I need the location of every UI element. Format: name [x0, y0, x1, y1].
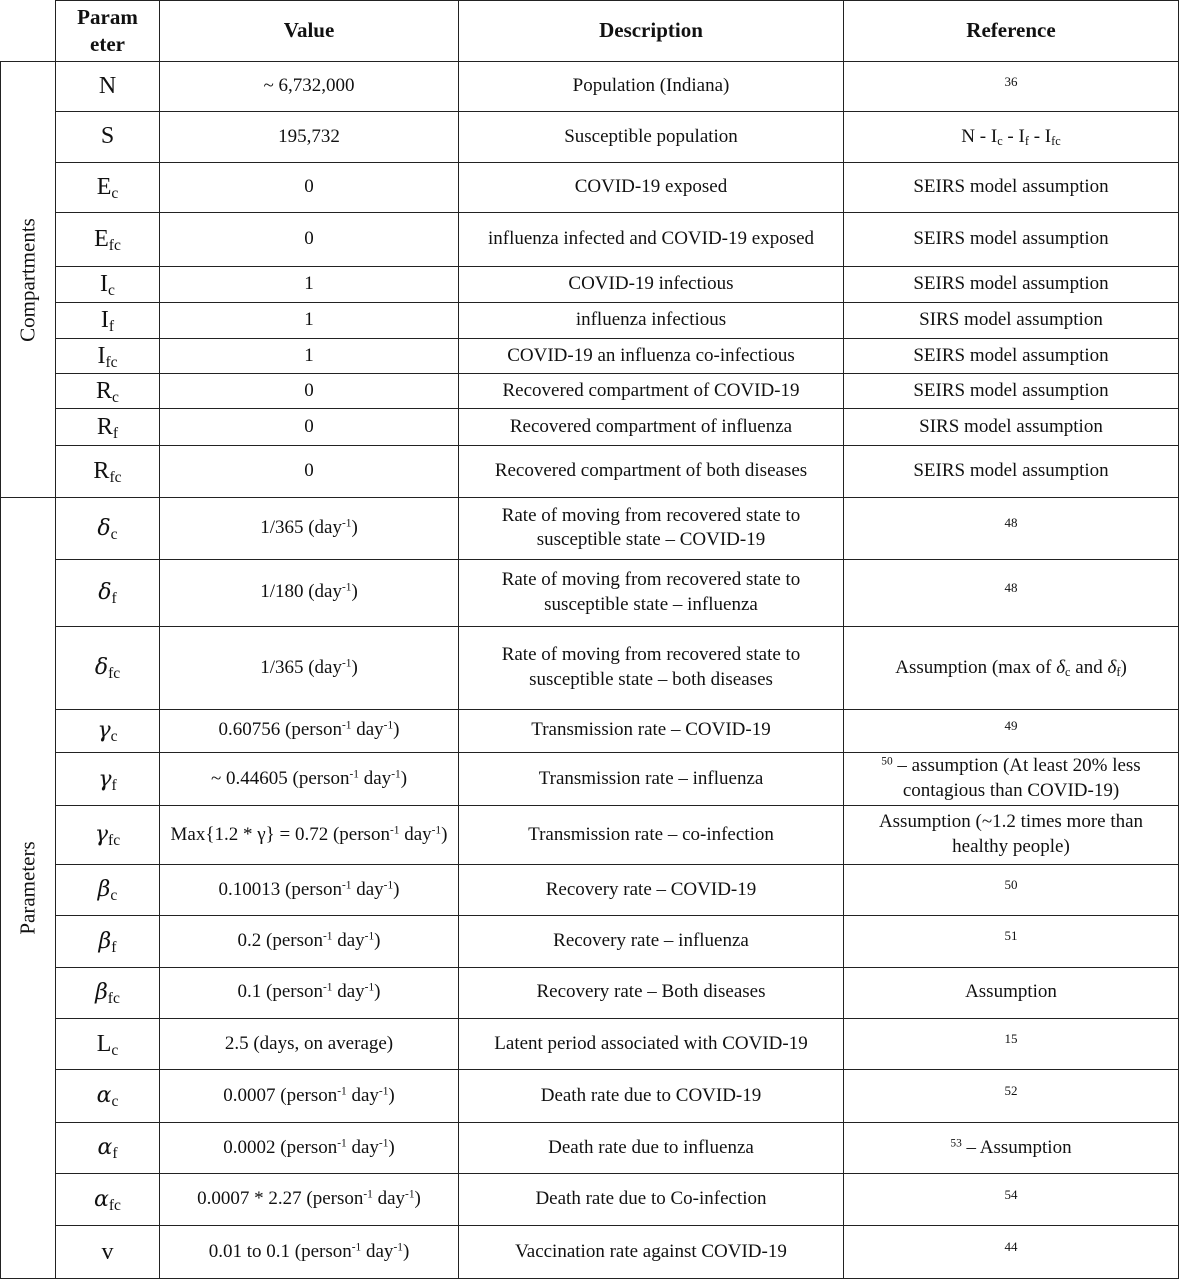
- description-cell: Rate of moving from recovered state to susceptible state – influenza: [459, 559, 844, 626]
- value-cell: 0: [160, 445, 459, 497]
- symbol-cell: v: [56, 1226, 160, 1279]
- description-cell: Recovered compartment of both diseases: [459, 445, 844, 497]
- value-cell: 0.0007 * 2.27 (person$^{-1}$ day$^{-1}$): [160, 1174, 459, 1226]
- value-cell: 1: [160, 338, 459, 373]
- symbol-cell: $L_c$: [56, 1018, 160, 1069]
- table-row: [1, 1018, 1179, 1069]
- reference-cell: $^{53}$ – Assumption: [844, 1122, 1179, 1173]
- table-row: [1, 213, 1179, 267]
- reference-cell: SIRS model assumption: [844, 409, 1179, 445]
- header-row: [1, 1, 1179, 62]
- symbol-cell: N: [56, 62, 160, 112]
- value-cell: 0.1 (person$^{-1}$ day$^{-1}$): [160, 967, 459, 1018]
- symbol-cell: $\delta_{fc}$: [56, 627, 160, 710]
- description-cell: influenza infectious: [459, 302, 844, 338]
- symbol-cell: $\beta_{fc}$: [56, 967, 160, 1018]
- reference-cell: 36: [844, 62, 1179, 112]
- description-cell: Transmission rate – COVID-19: [459, 709, 844, 752]
- table-row: [1, 445, 1179, 497]
- symbol-cell: $E_{fc}$: [56, 213, 160, 267]
- symbol-cell: $I_f$: [56, 302, 160, 338]
- reference-cell: Assumption (max of $\delta_c$ and $\delta_f$): [844, 627, 1179, 710]
- value-cell: 0.01 to 0.1 (person$^{-1}$ day$^{-1}$): [160, 1226, 459, 1279]
- value-cell: 0: [160, 374, 459, 409]
- description-cell: Population (Indiana): [459, 62, 844, 112]
- value-cell: 0: [160, 162, 459, 212]
- reference-cell: SIRS model assumption: [844, 302, 1179, 338]
- reference-cell: 48: [844, 559, 1179, 626]
- value-cell: 0.10013 (person$^{-1}$ day$^{-1}$): [160, 864, 459, 915]
- description-cell: Recovered compartment of COVID-19: [459, 374, 844, 409]
- description-cell: Recovery rate – Both diseases: [459, 967, 844, 1018]
- value-cell: 1/365 (day$^{-1}$): [160, 627, 459, 710]
- reference-cell: SEIRS model assumption: [844, 162, 1179, 212]
- value-cell: 0.2 (person$^{-1}$ day$^{-1}$): [160, 916, 459, 967]
- value-cell: 195,732: [160, 112, 459, 162]
- description-cell: influenza infected and COVID-19 exposed: [459, 213, 844, 267]
- description-cell: Rate of moving from recovered state to susceptible state – both diseases: [459, 627, 844, 710]
- symbol-cell: $R_f$: [56, 409, 160, 445]
- table-row: [1, 409, 1179, 445]
- table-row: [1, 806, 1179, 864]
- value-cell: 0: [160, 213, 459, 267]
- description-cell: Transmission rate – influenza: [459, 752, 844, 805]
- symbol-cell: S: [56, 112, 160, 162]
- symbol-cell: $\delta_c$: [56, 498, 160, 559]
- reference-cell: SEIRS model assumption: [844, 338, 1179, 373]
- description-cell: Vaccination rate against COVID-19: [459, 1226, 844, 1279]
- symbol-cell: $E_c$: [56, 162, 160, 212]
- description-cell: Rate of moving from recovered state to susceptible state – COVID-19: [459, 498, 844, 559]
- reference-cell: SEIRS model assumption: [844, 213, 1179, 267]
- table-row: [1, 1070, 1179, 1122]
- description-cell: COVID-19 exposed: [459, 162, 844, 212]
- table-row: [1, 627, 1179, 710]
- reference-cell: Assumption: [844, 967, 1179, 1018]
- description-cell: Recovery rate – influenza: [459, 916, 844, 967]
- reference-cell: SEIRS model assumption: [844, 267, 1179, 302]
- reference-cell: $^{50}$ – assumption (At least 20% less contagious than COVID-19): [844, 752, 1179, 805]
- table-row: [1, 709, 1179, 752]
- reference-cell: 48: [844, 498, 1179, 559]
- table-row: [1, 559, 1179, 626]
- symbol-cell: $I_c$: [56, 267, 160, 302]
- symbol-cell: $R_c$: [56, 374, 160, 409]
- reference-cell: Assumption (~1.2 times more than healthy people): [844, 806, 1179, 864]
- corner-cell: [1, 1, 56, 62]
- symbol-cell: $\gamma_f$: [56, 752, 160, 805]
- value-cell: ~ 6,732,000: [160, 62, 459, 112]
- description-cell: Death rate due to influenza: [459, 1122, 844, 1173]
- symbol-cell: $\alpha_c$: [56, 1070, 160, 1122]
- reference-cell: 49: [844, 709, 1179, 752]
- symbol-cell: $\beta_c$: [56, 864, 160, 915]
- group-compartments: [1, 62, 56, 498]
- symbol-cell: $\alpha_{fc}$: [56, 1174, 160, 1226]
- value-cell: 0: [160, 409, 459, 445]
- value-cell: 1: [160, 267, 459, 302]
- symbol-cell: $\delta_f$: [56, 559, 160, 626]
- value-cell: 1/365 (day$^{-1}$): [160, 498, 459, 559]
- table-row: [1, 267, 1179, 302]
- header-parameter: Param eter: [56, 1, 160, 62]
- value-cell: 0.60756 (person$^{-1}$ day$^{-1}$): [160, 709, 459, 752]
- table-row: [1, 374, 1179, 409]
- group-parameters: [1, 498, 56, 1279]
- symbol-cell: $R_{fc}$: [56, 445, 160, 497]
- table-row: [1, 916, 1179, 967]
- table-row: [1, 752, 1179, 805]
- value-cell: 0.0002 (person$^{-1}$ day$^{-1}$): [160, 1122, 459, 1173]
- description-cell: COVID-19 infectious: [459, 267, 844, 302]
- description-cell: Death rate due to Co-infection: [459, 1174, 844, 1226]
- description-cell: Susceptible population: [459, 112, 844, 162]
- reference-cell: 44: [844, 1226, 1179, 1279]
- reference-cell: SEIRS model assumption: [844, 374, 1179, 409]
- symbol-cell: $I_{fc}$: [56, 338, 160, 373]
- table-row: [1, 162, 1179, 212]
- header-description: Description: [459, 1, 844, 62]
- table-row: [1, 62, 1179, 112]
- group-label-compartments: Compartments: [15, 217, 40, 342]
- table-row: [1, 1226, 1179, 1279]
- symbol-cell: $\alpha_f$: [56, 1122, 160, 1173]
- table-row: [1, 864, 1179, 915]
- table-row: [1, 1122, 1179, 1173]
- table-row: [1, 338, 1179, 373]
- symbol-cell: $\gamma_c$: [56, 709, 160, 752]
- table-row: [1, 967, 1179, 1018]
- reference-cell: 52: [844, 1070, 1179, 1122]
- header-value: Value: [160, 1, 459, 62]
- description-cell: COVID-19 an influenza co-infectious: [459, 338, 844, 373]
- table-row: [1, 302, 1179, 338]
- table-row: [1, 498, 1179, 559]
- reference-cell: 15: [844, 1018, 1179, 1069]
- symbol-cell: $\beta_f$: [56, 916, 160, 967]
- value-cell: ~ 0.44605 (person$^{-1}$ day$^{-1}$): [160, 752, 459, 805]
- description-cell: Transmission rate – co-infection: [459, 806, 844, 864]
- description-cell: Death rate due to COVID-19: [459, 1070, 844, 1122]
- reference-cell: 51: [844, 916, 1179, 967]
- reference-cell: SEIRS model assumption: [844, 445, 1179, 497]
- description-cell: Latent period associated with COVID-19: [459, 1018, 844, 1069]
- reference-cell: 54: [844, 1174, 1179, 1226]
- symbol-cell: $\gamma_{fc}$: [56, 806, 160, 864]
- description-cell: Recovered compartment of influenza: [459, 409, 844, 445]
- value-cell: 2.5 (days, on average): [160, 1018, 459, 1069]
- table-row: [1, 1174, 1179, 1226]
- value-cell: Max{1.2 * γ} = 0.72 (person$^{-1}$ day$^{-1}$): [160, 806, 459, 864]
- reference-cell: 50: [844, 864, 1179, 915]
- value-cell: 1: [160, 302, 459, 338]
- description-cell: Recovery rate – COVID-19: [459, 864, 844, 915]
- group-label-parameters: Parameters: [15, 841, 40, 935]
- table-row: [1, 112, 1179, 162]
- value-cell: 1/180 (day$^{-1}$): [160, 559, 459, 626]
- reference-cell: N - $I_c - I_f - I_{fc}$: [844, 112, 1179, 162]
- header-reference: Reference: [844, 1, 1179, 62]
- value-cell: 0.0007 (person$^{-1}$ day$^{-1}$): [160, 1070, 459, 1122]
